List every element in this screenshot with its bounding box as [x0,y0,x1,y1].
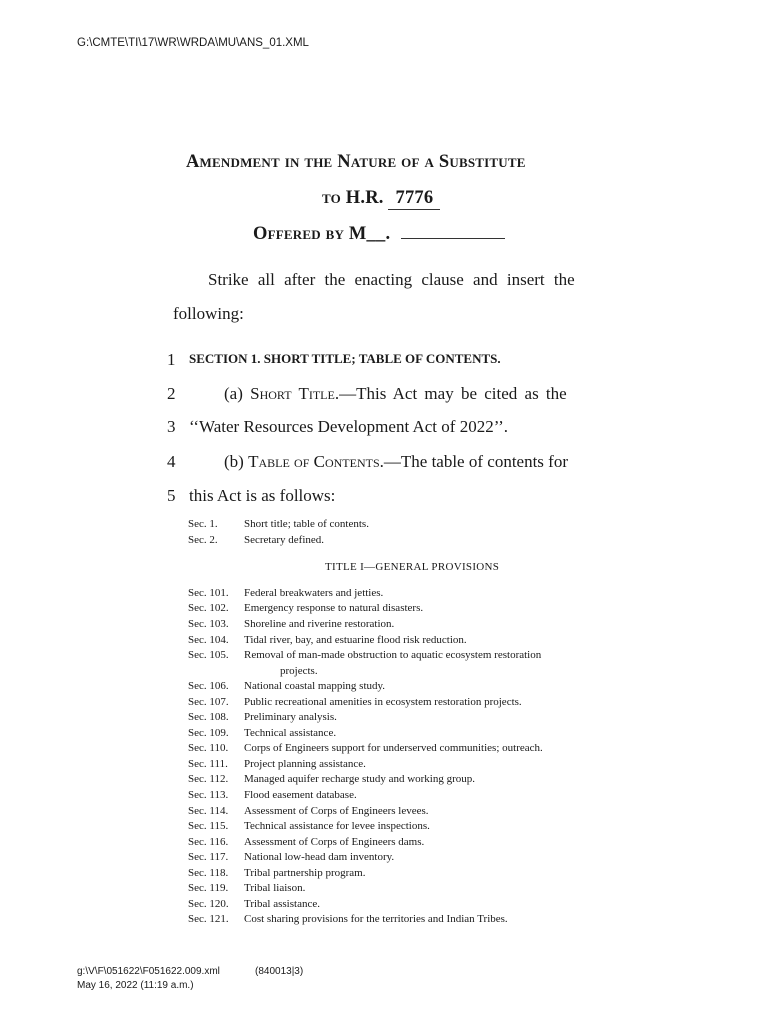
toc-entry-number: Sec. 101. [188,587,229,599]
toc-entry [188,820,430,832]
toc-entry-number: Sec. 111. [188,758,228,770]
toc-entry [188,882,305,894]
toc-entry-number: Sec. 2. [188,534,218,546]
toc-entry [188,602,423,614]
toc-entry-text: Assessment of Corps of Engineers dams. [244,836,425,848]
toc-entry-number: Sec. 113. [188,789,229,801]
subsection-a-prefix: (a) [224,384,251,403]
toc-entry-text: Cost sharing provisions for the territories and Indian Tribes. [244,913,508,925]
toc-entry [188,634,467,646]
toc-entry [188,805,429,817]
toc-entry [188,913,508,925]
toc-entry-text: Tidal river, bay, and estuarine flood risk reduction. [244,634,467,646]
toc-title-heading: TITLE I—GENERAL PROVISIONS [325,561,500,573]
toc-entry [188,696,522,708]
subsection-a [224,384,567,404]
line-number: 3 [167,417,176,436]
toc-entry-number: Sec. 1. [188,518,218,530]
toc-entry-number: Sec. 110. [188,742,229,754]
toc-entry-text: Technical assistance. [244,727,337,739]
toc-entry-number: Sec. 116. [188,836,229,848]
toc-entry-text: Technical assistance for levee inspections. [244,820,430,832]
toc-entry-text: Preliminary analysis. [244,711,337,723]
sponsor-blank [401,224,505,239]
toc-entry-number: Sec. 104. [188,634,229,646]
subsection-b [224,452,568,472]
toc-entry-number: Sec. 121. [188,913,229,925]
toc-entry-text: Project planning assistance. [244,758,366,770]
document-title: Amendment in the Nature of a Substitute [186,152,526,172]
document-path: G:\CMTE\TI\17\WR\WRDA\MU\ANS_01.XML [77,37,309,49]
toc-entry [188,534,324,546]
toc-entry-number: Sec. 120. [188,898,229,910]
toc-entry [188,742,543,754]
toc-entry [188,789,357,801]
toc-entry-text: National low-head dam inventory. [244,851,395,863]
toc-entry [188,649,541,661]
subsection-a-text: .—This Act may be cited as the [334,384,567,403]
toc-entry-text: Public recreational amenities in ecosystem restoration projects. [244,696,522,708]
toc-entry-text: Secretary defined. [244,534,325,546]
toc-entry-number: Sec. 115. [188,820,229,832]
toc-entry-number: Sec. 112. [188,773,229,785]
section-heading: SECTION 1. SHORT TITLE; TABLE OF CONTENTS. [189,351,501,366]
toc-entry-text: Flood easement database. [244,789,357,801]
toc-entry [188,518,369,530]
bill-prefix: to H.R. [322,188,384,208]
subsection-b-prefix: (b) [224,452,249,471]
toc-entry-number: Sec. 109. [188,727,229,739]
line-number: 1 [167,350,176,369]
toc-entry [188,851,394,863]
toc-entry [188,758,366,770]
subsection-b-caption: Table of Contents [248,452,380,471]
subsection-b-continued: this Act is as follows: [189,486,336,505]
toc-entry-text: Shoreline and riverine restoration. [244,618,395,630]
toc-entry-number: Sec. 107. [188,696,229,708]
subsection-b-text: .—The table of contents for [379,452,568,471]
toc-entry [188,618,394,630]
toc-entry-number: Sec. 105. [188,649,229,661]
bill-reference [322,188,440,210]
intro-line-2: following: [173,304,244,323]
toc-entry [188,680,385,692]
toc-entry-text: Tribal partnership program. [244,867,366,879]
offered-by [253,224,505,245]
toc-entry-text: Tribal liaison. [244,882,306,894]
toc-entry-number: Sec. 106. [188,680,229,692]
toc-entry [188,711,337,723]
toc-entry-number: Sec. 102. [188,602,229,614]
toc-entry [188,773,475,785]
toc-entry-number: Sec. 114. [188,805,229,817]
footer-id: (840013|3) [255,966,304,977]
toc-entry-number: Sec. 118. [188,867,229,879]
toc-entry-number: Sec. 117. [188,851,229,863]
toc-entry-text: Removal of man-made obstruction to aquatic ecosystem restoration [244,649,542,661]
toc-entry-continuation: projects. [280,665,318,677]
toc-entry-text: National coastal mapping study. [244,680,386,692]
toc-entry [188,898,320,910]
line-number: 2 [167,384,176,403]
toc-entry [188,727,336,739]
toc-entry [188,867,366,879]
toc-entry-text: Federal breakwaters and jetties. [244,587,384,599]
toc-entry-text: Corps of Engineers support for underserved communities; outreach. [244,742,543,754]
toc-entry-number: Sec. 108. [188,711,229,723]
toc-entry-text: Emergency response to natural disasters. [244,602,424,614]
intro-line-1: Strike all after the enacting clause and insert the [208,270,575,289]
toc-entry-number: Sec. 103. [188,618,229,630]
toc-entry-number: Sec. 119. [188,882,229,894]
act-name: ‘‘Water Resources Development Act of 2022’’. [189,417,508,436]
toc-entry-text: Tribal assistance. [244,898,320,910]
footer-file: g:\V\F\051622\F051622.009.xml [77,966,220,977]
toc-entry-text: Assessment of Corps of Engineers levees. [244,805,429,817]
toc-entry [188,587,383,599]
subsection-a-caption: Short Title [250,384,335,403]
toc-entry-text: Managed aquifer recharge study and working group. [244,773,476,785]
footer-date: May 16, 2022 (11:19 a.m.) [77,980,194,991]
toc-entry [188,836,424,848]
bill-number: 7776 [388,188,440,210]
line-number: 5 [167,486,176,505]
offered-by-label: Offered by M__. [253,224,391,244]
line-number: 4 [167,452,176,471]
toc-entry-text: Short title; table of contents. [244,518,369,530]
